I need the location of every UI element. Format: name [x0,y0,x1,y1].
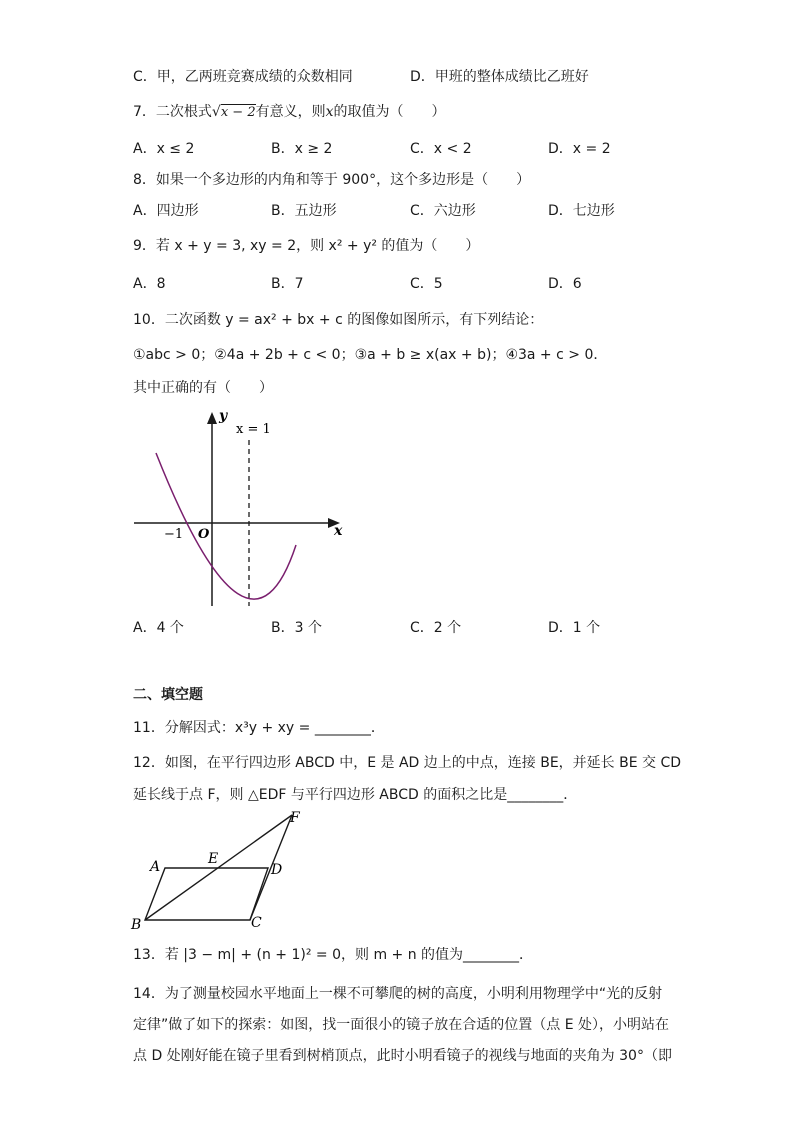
x-axis-label: x [334,523,343,539]
q14-line3: 点 D 处刚好能在镜子里看到树梢顶点，此时小明看镜子的视线与地面的夹角为 30°（即 [133,1048,672,1064]
origin-label: O [198,527,210,542]
q9-option-b: B．7 [271,276,304,292]
q9-stem: 9．若 x + y = 3, xy = 2，则 x² + y² 的值为（ ） [133,238,480,254]
point-label-b: B [131,917,142,933]
q9-option-d: D．6 [548,276,582,292]
q10-option-c: C．2 个 [410,620,462,636]
q8-option-c: C．六边形 [410,203,476,219]
point-label-d: D [271,862,283,878]
q10-conclusions: ①abc > 0；②4a + 2b + c < 0；③a + b ≥ x(ax + b)；④3a + c > 0． [133,347,608,363]
q9-option-a: A．8 [133,276,166,292]
q12-parallelogram-figure [128,808,328,933]
q14-line1: 14．为了测量校园水平地面上一棵不可攀爬的树的高度，小明利用物理学中“光的反射 [133,986,663,1002]
q12-line1: 12．如图，在平行四边形 ABCD 中，E 是 AD 边上的中点，连接 BE，并延长 BE 交 CD [133,755,682,771]
q10-stem: 10．二次函数 y = ax² + bx + c 的图像如图所示，有下列结论： [133,312,544,328]
q11-text: 11．分解因式：x³y + xy = ________． [133,720,385,736]
q8-stem: 8．如果一个多边形的内角和等于 900°，这个多边形是（ ） [133,172,531,188]
neg-one-label: −1 [164,527,184,542]
q7-stem-after: 有意义，则 [255,104,326,120]
q10-option-a: A．4 个 [133,620,184,636]
q10-option-d: D．1 个 [548,620,601,636]
q9-option-c: C．5 [410,276,443,292]
y-axis-label: y [219,408,228,424]
q13-text: 13．若 |3 − m| + (n + 1)² = 0，则 m + n 的值为________． [133,947,534,963]
q7-stem [133,102,446,123]
q7-option-d: D．x = 2 [548,141,611,157]
q7-radicand: x − 2 [220,105,256,120]
q7-stem-before: 7．二次根式 [133,104,212,120]
q7-var: x [325,104,334,120]
point-label-a: A [150,859,161,875]
q14-line2: 定律”做了如下的探索：如图，找一面很小的镜子放在合适的位置（点 E 处），小明站在 [133,1017,669,1033]
q8-option-a: A．四边形 [133,203,199,219]
q10-option-b: B．3 个 [271,620,322,636]
q7-option-a: A．x ≤ 2 [133,141,195,157]
q10-parabola-graph [130,408,350,608]
q12-line2: 延长线于点 F，则 △EDF 与平行四边形 ABCD 的面积之比是________． [133,787,578,803]
q6-option-d: D．甲班的整体成绩比乙班好 [410,69,589,85]
symmetry-axis-label: x = 1 [236,422,271,437]
q7-stem-tail: 的取值为（ ） [333,104,446,120]
q8-option-d: D．七边形 [548,203,615,219]
q6-option-c: C．甲，乙两班竞赛成绩的众数相同 [133,69,353,85]
y-axis-arrow-icon [207,412,217,424]
q10-ask: 其中正确的有（ ） [133,380,273,396]
q7-option-c: C．x < 2 [410,141,472,157]
radical-icon: √ [211,104,221,120]
point-label-c: C [251,915,262,931]
section-title: 二、填空题 [133,687,203,703]
point-label-e: E [208,851,219,867]
q8-option-b: B．五边形 [271,203,337,219]
q7-option-b: B．x ≥ 2 [271,141,333,157]
point-label-f: F [290,810,300,826]
